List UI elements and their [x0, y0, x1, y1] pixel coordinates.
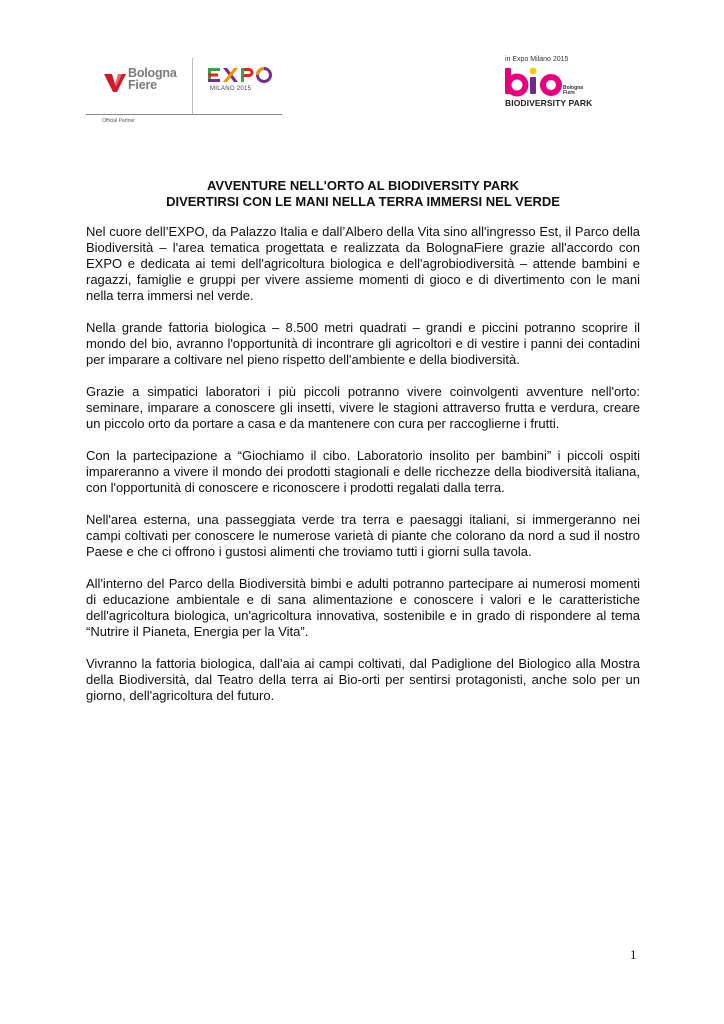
bio-tagline: in Expo Milano 2015 — [505, 56, 569, 63]
document-body — [86, 224, 640, 720]
header-rule — [86, 114, 282, 115]
header-right-logo — [503, 56, 603, 116]
bio-bolognafiere-small — [563, 86, 583, 96]
paragraph-4: Con la partecipazione a “Giochiamo il cibo. Laboratorio insolito per bambini” i piccoli ospiti impareranno a vivere il mondo dei prodotti stagionali e delle ricchezze della biodiversità italiana, con l'opportunità di conoscere e riconoscere i prodotti regalati dalla terra. — [86, 448, 640, 495]
bio-logo — [503, 60, 571, 98]
expo-milano-logo — [208, 62, 284, 102]
header-left-logos — [86, 58, 284, 128]
document-title-line1: AVVENTURE NELL'ORTO AL BIODIVERSITY PARK — [207, 178, 519, 193]
expo-subtitle: MILANO 2015 — [210, 86, 252, 92]
bolognafiere-line2: Fiere — [128, 78, 157, 92]
paragraph-5: Nell'area esterna, una passeggiata verde tra terra e paesaggi italiani, si immergeranno nei campi coltivati per conoscere le numerose varietà di piante che colorano da nord a sud il nostro Paese e che ci offrono i gustosi alimenti che troviamo tutti i giorni sulla tavola. — [86, 512, 640, 559]
biodiversity-park-label: BIODIVERSITY PARK — [505, 98, 593, 108]
bio-bf-line1: Bologna — [563, 85, 583, 91]
paragraph-3: Grazie a simpatici laboratori i più piccoli potranno vivere coinvolgenti avventure nell'orto: seminare, imparare a conoscere gli insetti, vivere le stagioni attraverso frutta e verdura, creare un piccolo orto da portare a casa e da mantenere con cura per raccoglierne i frutti. — [86, 384, 640, 431]
bolognafiere-mark-icon — [104, 70, 126, 92]
bolognafiere-wordmark — [128, 67, 177, 91]
page-number: 1 — [630, 947, 637, 962]
paragraph-2: Nella grande fattoria biologica – 8.500 metri quadrati – grandi e piccini potranno scoprire il mondo del bio, avranno l'opportunità di incontrare gli agricoltori e di vestire i panni dei contadini per imparare a coltivare nel pieno rispetto dell'ambiente e della biodiversità. — [86, 320, 640, 367]
paragraph-1: Nel cuore dell’EXPO, da Palazzo Italia e dall’Albero della Vita sino all'ingresso Est, il Parco della Biodiversità – l'area tematica progettata e realizzata da BolognaFiere grazie all'accordo con EXPO e dedicata ai temi dell'agricoltura biologica e dell'agrobiodiversità – attende bambini e ragazzi, famiglie e gruppi per vivere assieme momenti di gioco e di divertimento con le mani nella terra immersi nel verde. — [86, 224, 640, 303]
paragraph-6: All'interno del Parco della Biodiversità bimbi e adulti potranno partecipare ai numerosi momenti di educazione ambientale e di sana alimentazione e conoscere i valori e le caratteristiche dell'agricoltura biologica, un'agricoltura innovativa, sostenibile e in grado di rispondere al tema “Nutrire il Pianeta, Energia per la Vita”. — [86, 576, 640, 639]
header-divider — [192, 58, 193, 114]
document-title-line2: DIVERTIRSI CON LE MANI NELLA TERRA IMMERSI NEL VERDE — [166, 194, 560, 209]
bolognafiere-line1: Bologna — [128, 66, 177, 80]
bolognafiere-logo — [104, 66, 184, 96]
official-partner-label: Official Partner — [102, 118, 135, 124]
paragraph-7: Vivranno la fattoria biologica, dall'aia ai campi coltivati, dal Padiglione del Biologico alla Mostra della Biodiversità, dal Teatro della terra ai Bio-orti per sentirsi protagonisti, anche solo per un giorno, dell'agricoltura del futuro. — [86, 656, 640, 703]
bio-bf-line2: Fiere — [563, 90, 575, 96]
